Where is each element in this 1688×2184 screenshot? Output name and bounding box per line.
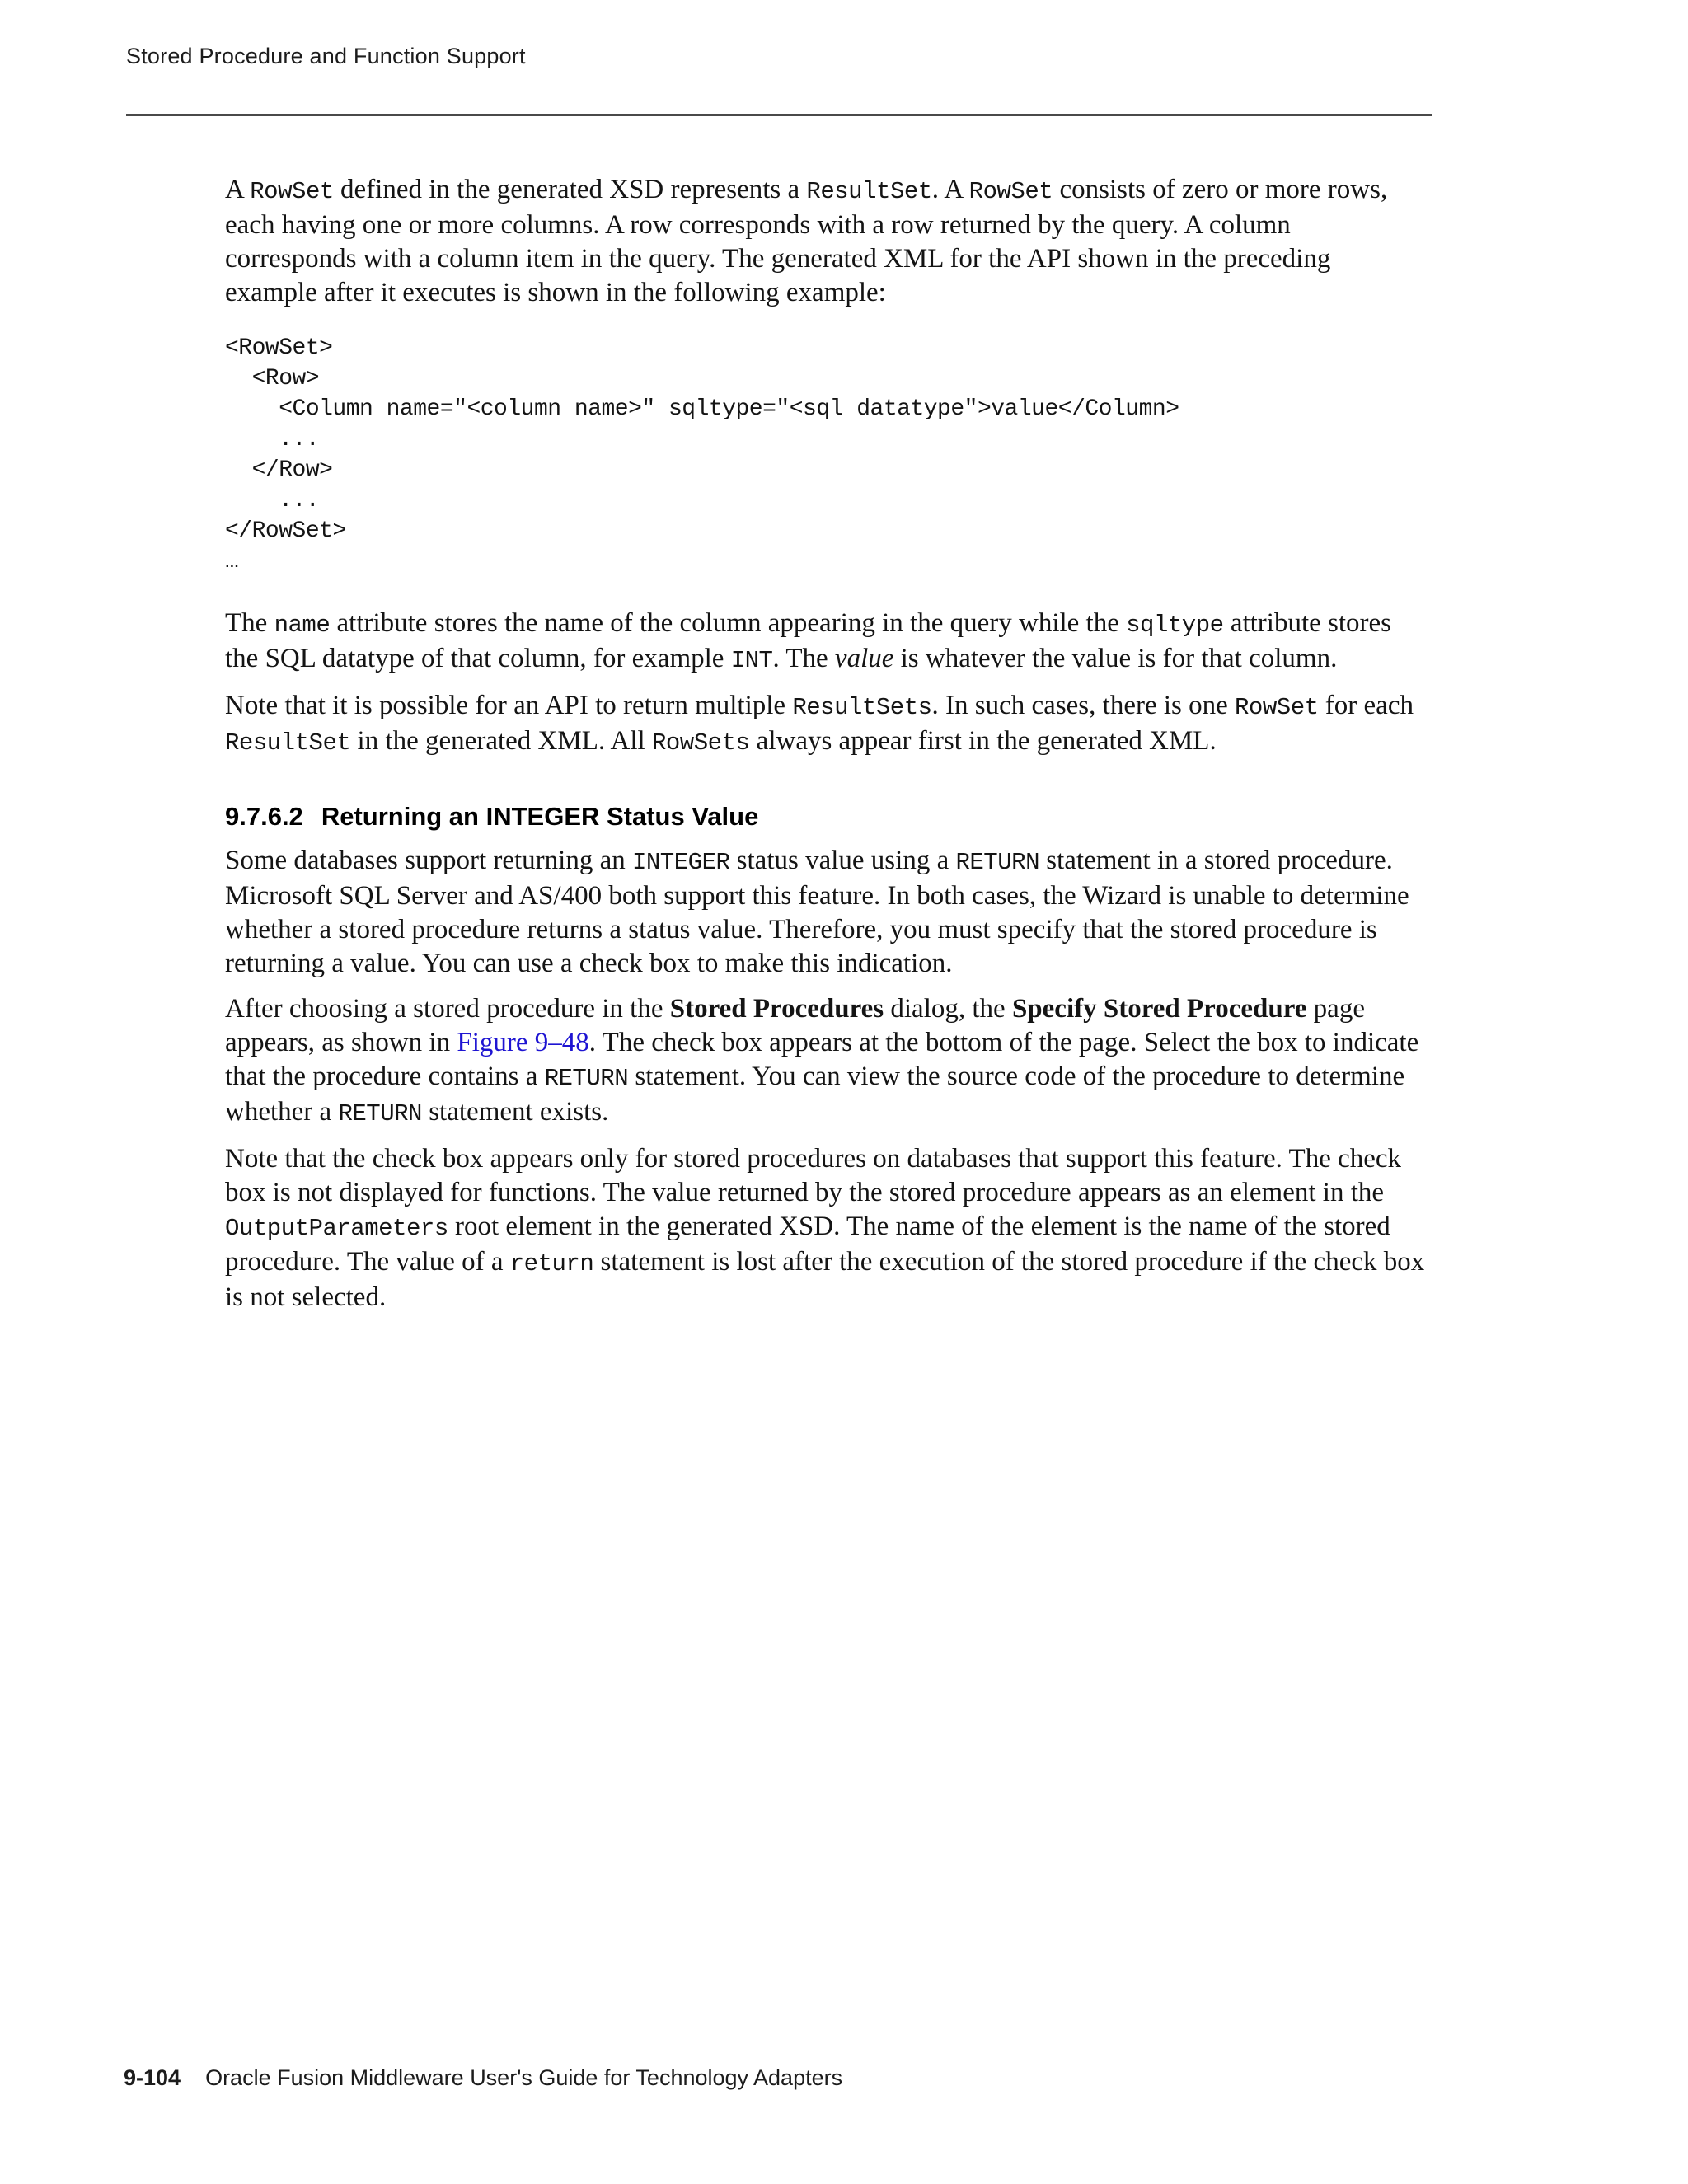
text-run: defined in the generated XSD represents a [333,175,807,204]
text-run: A [225,175,251,204]
text-run: Some databases support returning an [225,846,632,875]
text-run: statement is lost after the execution of the stored procedure if the check box is not selected. [225,1247,1425,1312]
code-line: </Row> [225,457,333,483]
text-run: statement in a stored procedure. Microsoft SQL Server and AS/400 both support this feature. In both cases, the Wizard is unable to determine whether a stored procedure returns a status value. Therefore, you must specify that the stored procedure is returning a value. You can use a check box to make this indication. [225,846,1409,978]
code-block [225,333,1428,577]
bold-text-run: Specify Stored Procedure [1011,994,1307,1024]
code-line: <Row> [225,366,320,391]
code-line: ... [225,488,320,513]
paragraph [225,1142,1428,1315]
figure-9-48-link[interactable]: Figure 9–48 [457,1028,589,1057]
inline-code: ResultSet [225,729,351,757]
page-footer [124,2065,842,2091]
text-run: After choosing a stored procedure in the [225,994,670,1024]
text-run: . In such cases, there is one [931,691,1236,720]
text-run: . A [931,175,969,204]
text-run: statement. You can view the source code of the procedure to determine whether a [225,1062,1405,1127]
inline-code: OutputParameters [225,1215,448,1242]
inline-code: RETURN [544,1065,629,1092]
inline-code: ResultSet [806,178,932,205]
text-run: Note that it is possible for an API to return multiple [225,691,793,720]
text-run: in the generated XML. All [350,726,652,756]
text-run: statement exists. [421,1097,609,1127]
text-run: consists of zero or more rows, each having one or more columns. A row corresponds with a row returned by the query. A column corresponds with a column item in the query. The generated XML for the API shown in the preceding example after it executes is shown in the following example: [225,175,1388,307]
code-line: <Column name="<column name>" sqltype="<sql datatype">value</Column> [225,396,1179,422]
text-run: . The check box appears at the bottom of the page. Select the box to indicate that the procedure contains a [225,1028,1419,1091]
text-run: attribute stores the name of the column appearing in the query while the [330,608,1127,638]
text-run: status value using a [729,846,956,875]
inline-code: INTEGER [631,849,730,876]
paragraph [225,173,1428,310]
page-content [225,173,1428,1315]
footer-page-number: 9-104 [124,2065,181,2090]
text-run: Note that the check box appears only for stored procedures on databases that support this feature. The check box is not displayed for functions. The value returned by the stored procedure appears as an element in the [225,1144,1402,1207]
running-header-title: Stored Procedure and Function Support [126,44,526,68]
bold-text-run: Stored Procedures [669,994,884,1024]
inline-code: RowSet [1235,694,1319,721]
code-line: <RowSet> [225,335,333,361]
paragraph [225,844,1428,981]
paragraph [225,607,1428,677]
inline-code: return [509,1250,594,1277]
inline-code: RowSets [651,729,750,757]
text-run: page appears, as shown in [225,994,1365,1057]
italic-text-run: value [834,644,894,673]
text-run: root element in the generated XSD. The name of the element is the name of the stored procedure. The value of a [225,1212,1390,1277]
code-line: ... [225,427,320,452]
paragraph [225,689,1428,760]
header-rule [126,114,1432,116]
text-run: always appear first in the generated XML. [749,726,1217,756]
text-run: . The [772,644,835,673]
text-run: is whatever the value is for that column. [893,644,1338,673]
inline-code: name [274,612,331,639]
section-number: 9.7.6.2 [225,802,303,831]
inline-code: RowSet [968,178,1053,205]
inline-code: RETURN [955,849,1039,876]
section-title: Returning an INTEGER Status Value [321,802,759,831]
text-run: The [225,608,274,638]
inline-code: RETURN [338,1100,422,1127]
code-line: … [225,549,239,574]
text-run: for each [1318,691,1414,720]
text-run: attribute stores the SQL datatype of that column, for example [225,608,1392,673]
text-run: dialog, the [884,994,1012,1024]
footer-book-title: Oracle Fusion Middleware User's Guide for Technology Adapters [205,2065,843,2090]
inline-code: RowSet [250,178,334,205]
inline-code: INT [730,647,773,674]
inline-code: ResultSets [792,694,932,721]
paragraph [225,992,1428,1131]
code-line: </RowSet> [225,518,346,544]
section-heading [225,801,1428,832]
inline-code: sqltype [1126,612,1224,639]
